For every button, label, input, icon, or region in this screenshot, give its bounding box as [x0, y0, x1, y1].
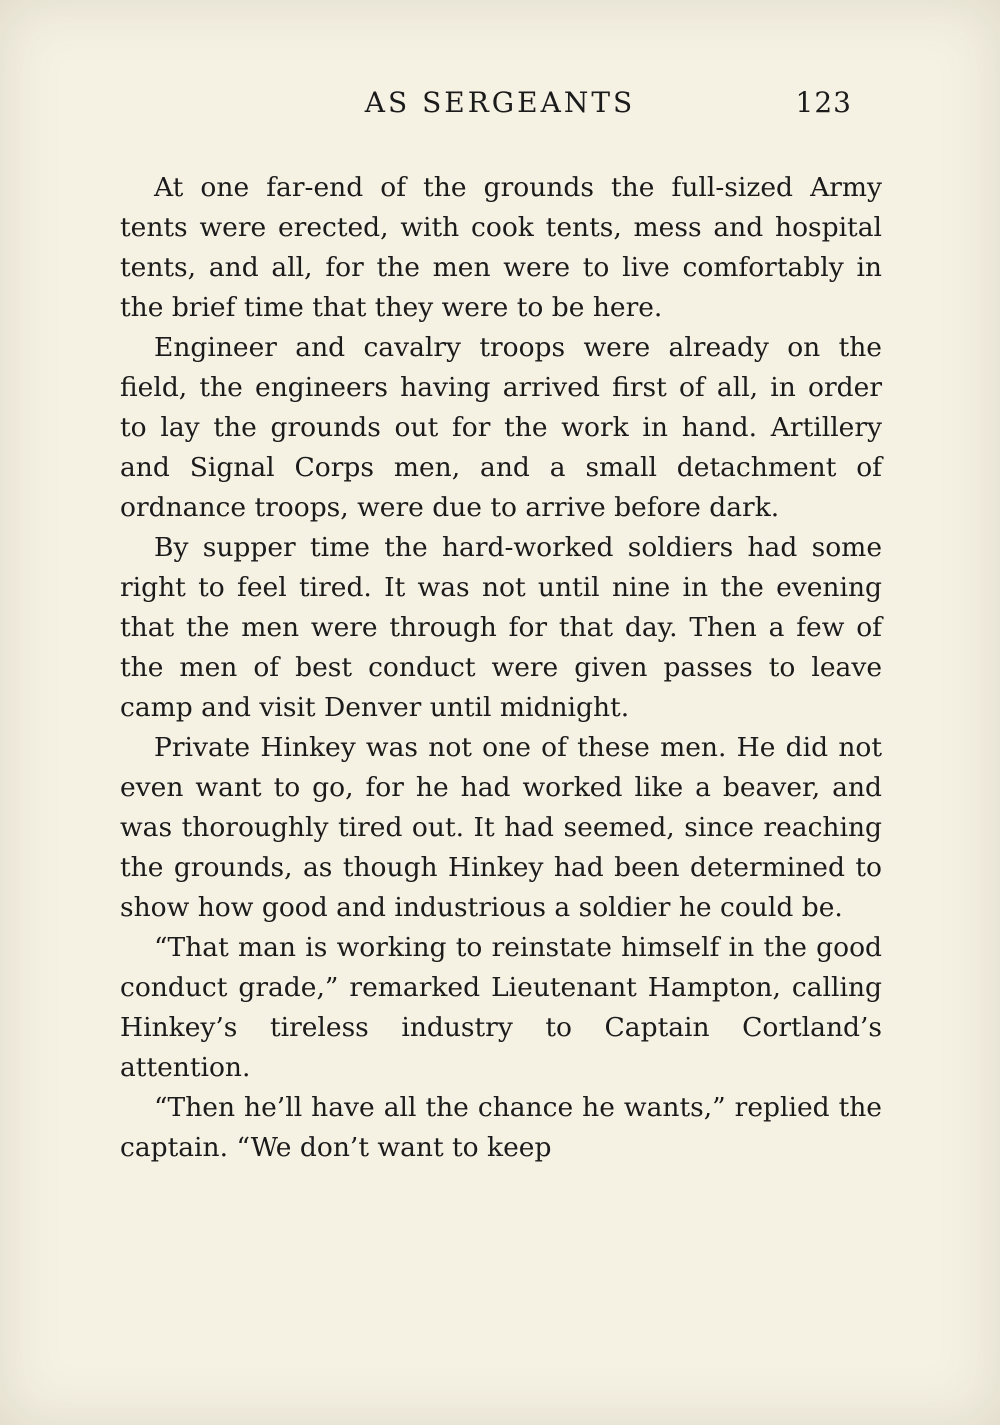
body-text	[120, 168, 882, 1168]
paragraph: Private Hinkey was not one of these men. He did not even want to go, for he had worked like a beaver, and was thoroughly tired out. It had seemed, since reaching the grounds, as though Hinkey had been determined to show how good and industrious a soldier he could be.	[120, 732, 882, 923]
paragraph: “That man is working to reinstate himself in the good conduct grade,” remarked Lieutenant Hampton, calling Hinkey’s tireless industry to Captain Cortland’s attention.	[120, 932, 882, 1083]
page-number: 123	[795, 86, 852, 119]
paragraph: Engineer and cavalry troops were already on the field, the engineers having arrived first of all, in order to lay the grounds out for the work in hand. Artillery and Signal Corps men, and a small detachment of ordnance troops, were due to arrive before dark.	[120, 332, 882, 523]
running-title: AS SERGEANTS	[364, 86, 636, 119]
paragraph: By supper time the hard-worked soldiers had some right to feel tired. It was not until nine in the evening that the men were through for that day. Then a few of the men of best conduct were given passes to leave camp and visit Denver until midnight.	[120, 532, 882, 723]
page-header	[120, 86, 880, 126]
paragraph: “Then he’ll have all the chance he wants,” replied the captain. “We don’t want to keep	[120, 1092, 882, 1163]
paragraph: At one far-end of the grounds the full-sized Army tents were erected, with cook tents, mess and hospital tents, and all, for the men were to live comfortably in the brief time that they were to be here.	[120, 172, 882, 323]
